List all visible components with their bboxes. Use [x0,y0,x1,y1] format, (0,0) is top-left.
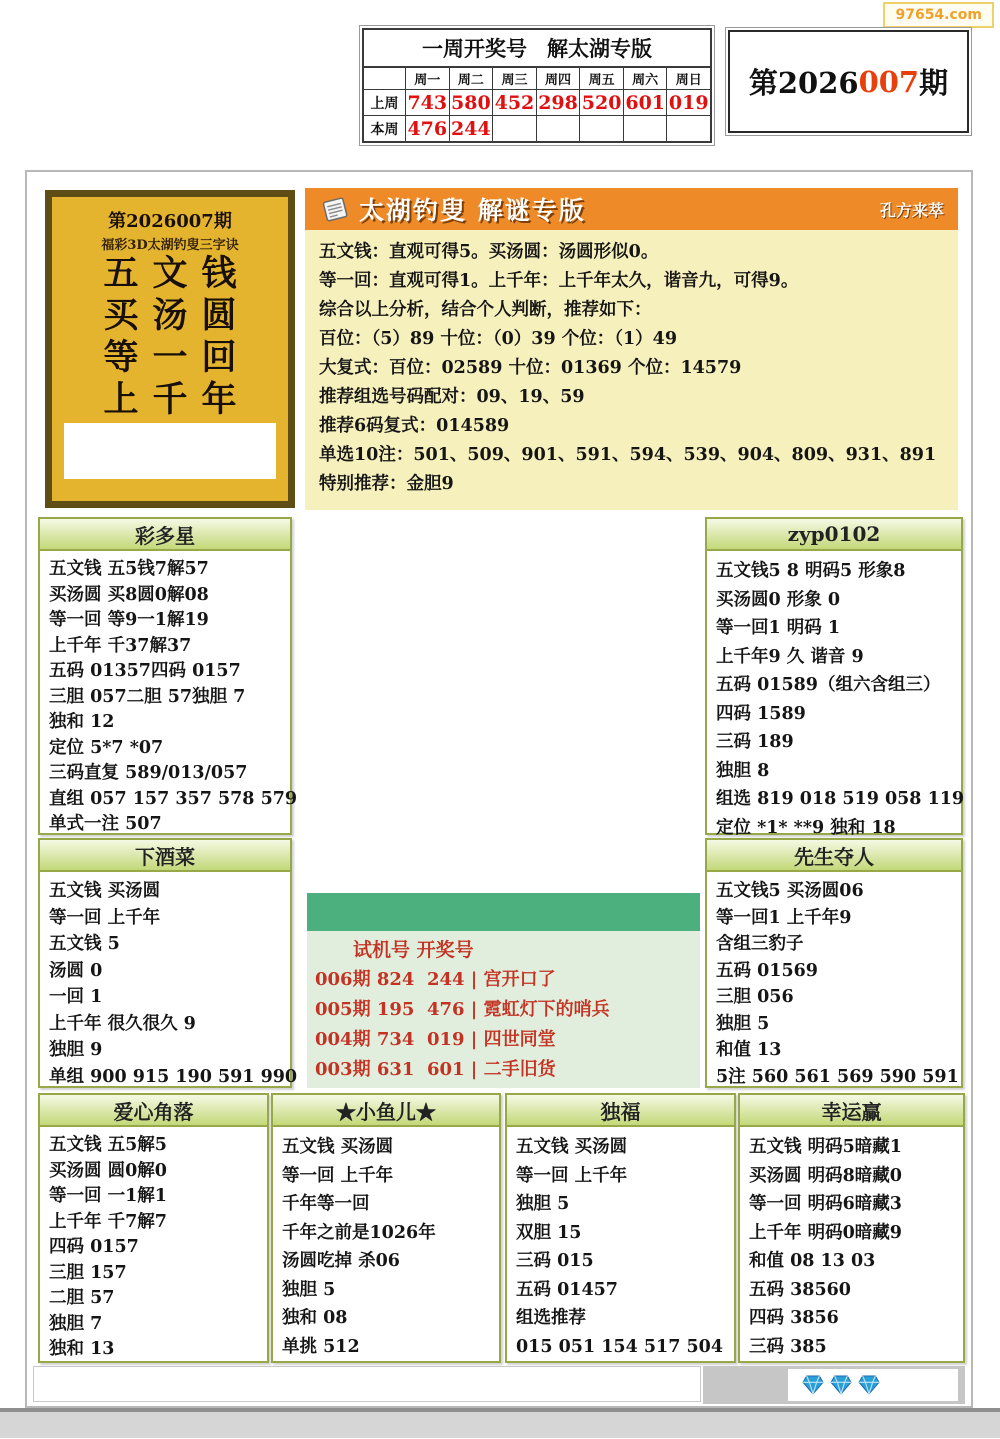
section-body [40,1127,267,1369]
text-line: 五文钱 买汤圆 [516,1137,628,1157]
section-box-aixin [38,1093,269,1363]
gold-poem [52,253,288,421]
taihu-panel [305,188,958,510]
text-line: 五文钱 买汤圆 [282,1137,394,1157]
gold-poster [45,190,295,508]
poem-line: 五文钱 [103,253,251,294]
week-value-cell: 298 [537,90,581,115]
issue-number: 007 [858,64,920,99]
text-line: 大复式：百位：02589 十位：01369 个位：14579 [319,358,742,378]
issue-box [728,30,969,133]
newspaper-icon [319,193,351,225]
diamond-icon [830,1375,852,1395]
text-line: 等一回 上千年 [282,1165,394,1186]
text-line: 特别推荐：金胆9 [319,474,454,494]
week-day-header-row [364,68,710,90]
text-line: 组选推荐 [516,1308,586,1328]
text-line: 五文钱5 8 明码5 形象8 [716,561,906,581]
week-day-cell: 周六 [624,68,668,89]
text-line: 单组 900 915 190 591 990 [49,1066,298,1087]
text-line: 三胆 157 [49,1262,127,1283]
week-title-left: 一周开奖号 [422,36,527,61]
week-title [364,30,710,68]
week-title-right: 解太湖专版 [547,36,652,61]
text-line: 二胆 57 [49,1288,115,1308]
week-value-cell [580,116,624,141]
week-row [364,90,710,116]
section-title: 幸运赢 [740,1095,963,1127]
text-line: 和值 08 13 03 [749,1251,876,1271]
week-corner-cell [364,68,406,89]
text-line: 等一回 上千年 [516,1165,628,1186]
text-line: 四码 3856 [749,1308,839,1328]
text-line: 五文钱5 买汤圆06 [716,881,864,901]
text-line: 五码 01569 [716,960,818,981]
text-line: 百位：（5）89 十位：（0）39 个位：（1）49 [319,329,678,349]
text-line: 推荐6码复式：014589 [319,416,510,436]
week-row-values [406,116,710,141]
text-line: 独和 13 [49,1339,115,1359]
section-body [40,551,298,844]
section-body [740,1127,963,1367]
text-line: 等一回 明码6暗藏3 [749,1194,902,1214]
section-box-xiajiucai [38,838,298,1088]
section-title: 下酒菜 [40,840,290,872]
text-line: 五文钱 五5解5 [49,1135,167,1155]
text-line: 三胆 057二胆 57独胆 7 [49,686,246,707]
text-line: 千年之前是1026年 [282,1222,436,1243]
taihu-author: 孔方来萃 [879,200,944,220]
text-line: 等一回：直观可得1。上千年：上千年太久，谐音九，可得9。 [319,271,799,291]
section-box-dufu [505,1093,736,1363]
poem-line: 买汤圆 [103,295,251,336]
draw-panel-header-bar [307,893,700,931]
text-line: 015 051 154 517 504 [516,1336,724,1357]
issue-suffix: 期 [919,66,949,100]
week-value-cell: 601 [624,90,668,115]
footer-toolbar [703,1366,965,1404]
text-line: 推荐组选号码配对：09、19、59 [319,387,585,407]
text-line: 和值 13 [716,1040,782,1060]
text-line: 千年等一回 [282,1194,370,1214]
section-box-caiduoxing [38,517,298,835]
text-line: 独和 12 [49,712,115,732]
week-value-cell: 580 [450,90,494,115]
text-line: 五文钱 买汤圆 [49,881,161,901]
poem-line: 等一回 [103,337,251,378]
section-box-xiansheng [705,838,963,1088]
text-line: 五文钱 五5钱7解57 [49,559,209,579]
text-line: 四码 1589 [716,703,806,724]
text-line: 五文钱：直观可得5。买汤圆：汤圆形似0。 [319,242,659,262]
text-line: 5注 560 561 569 590 591 [716,1066,959,1087]
text-line: 三码 015 [516,1251,594,1271]
section-body [507,1127,734,1367]
text-line: 独胆 7 [49,1313,103,1334]
text-line: 上千年 很久很久 9 [49,1013,196,1034]
text-line: 三码 189 [716,732,794,752]
section-title: ★小鱼儿★ [273,1095,499,1127]
text-line: 独和 08 [282,1308,348,1328]
text-line: 等一回1 明码 1 [716,618,841,638]
text-line: 买汤圆 买8圆0解08 [49,584,209,605]
week-value-cell [493,116,537,141]
text-line: 综合以上分析，结合个人判断，推荐如下： [319,300,652,320]
section-title: 爱心角落 [40,1095,267,1127]
text-line: 独胆 5 [282,1279,336,1300]
draw-row: 005期 195 476 | 霓虹灯下的哨兵 [315,999,610,1020]
text-line: 四码 0157 [49,1237,139,1257]
week-day-cell: 周二 [450,68,494,89]
text-line: 汤圆 0 [49,960,103,981]
week-row-label: 上周 [364,90,406,115]
text-line: 买汤圆 明码8暗藏0 [749,1165,902,1186]
draw-header: 试机号 开奖号 [353,939,474,961]
section-title: zyp0102 [707,519,961,551]
text-line: 上千年 明码0暗藏9 [749,1222,902,1243]
text-line: 五文钱 5 [49,934,120,954]
text-line: 直组 057 157 357 578 579 [49,788,298,809]
section-body [707,872,961,1096]
week-value-cell: 520 [580,90,624,115]
week-value-cell: 452 [493,90,537,115]
text-line: 买汤圆 圆0解0 [49,1160,167,1181]
footer-input-strip [33,1366,701,1402]
section-body [273,1127,499,1367]
text-line: 等一回 一1解1 [49,1186,167,1206]
draw-row: 004期 734 019 | 四世同堂 [315,1029,556,1050]
section-box-xiaoyuer [271,1093,501,1363]
week-value-cell: 743 [406,90,450,115]
week-value-cell: 019 [668,91,709,114]
text-line: 上千年 千7解7 [49,1211,167,1232]
bottom-strip [0,1408,1000,1438]
draw-panel [307,893,700,1088]
taihu-body [305,230,958,510]
text-line: 五码 38560 [749,1279,851,1300]
text-line: 上千年9 久 谐音 9 [716,646,864,667]
text-line: 单选10注：501、509、901、591、594、539、904、809、931、891 [319,445,937,465]
text-line: 汤圆吃掉 杀06 [282,1251,400,1271]
text-line: 含组三豹子 [716,934,804,954]
diamond-icon [802,1375,824,1395]
footer-icon-tray [788,1369,958,1401]
week-day-cell: 周三 [493,68,537,89]
taihu-header [305,188,958,230]
week-row-label: 本周 [364,116,406,141]
issue-prefix: 第2026 [748,66,859,100]
text-line: 等一回 上千年 [49,907,161,928]
taihu-title: 太湖钓叟 解谜专版 [359,196,586,225]
text-line: 等一回 等9一1解19 [49,610,209,630]
section-box-xingyun [738,1093,965,1363]
text-line: 五码 01357四码 0157 [49,661,241,681]
text-line: 买汤圆0 形象 0 [716,589,841,610]
text-line: 上千年 千37解37 [49,635,192,656]
text-line: 五码 01457 [516,1279,618,1300]
text-line: 三码直复 589/013/057 [49,763,248,783]
text-line: 一回 1 [49,987,103,1007]
week-row [364,116,710,141]
poem-line: 上千年 [103,379,251,420]
gold-issue: 第2026007期 [108,211,232,232]
week-day-headers [406,68,710,89]
gold-subtitle: 福彩3D太湖钓叟三字诀 [101,238,239,253]
week-value-cell: 244 [450,116,494,141]
text-line: 单式一注 507 [49,814,162,834]
section-body [40,872,298,1096]
week-row-values [406,90,710,115]
text-line: 组选 819 018 519 058 119 [716,789,965,809]
text-line: 等一回1 上千年9 [716,907,852,928]
section-box-zyp0102 [705,517,965,838]
text-line: 三胆 056 [716,987,794,1007]
text-line: 五文钱 明码5暗藏1 [749,1137,902,1157]
section-title: 彩多星 [40,519,290,551]
text-line: 三码 385 [749,1336,827,1357]
week-value-cell: 476 [406,116,450,141]
week-value-cell [667,116,710,141]
section-body [707,551,965,848]
text-line: 独胆 9 [49,1040,103,1060]
week-value-cell [624,116,668,141]
site-badge[interactable]: 97654.com [883,2,994,28]
text-line: 定位 *1* **9 独和 18 [716,817,896,838]
draw-rows [315,965,700,1085]
text-line: 单挑 512 [282,1336,360,1357]
week-value-cell [537,116,581,141]
section-title: 先生夺人 [707,840,961,872]
text-line: 独胆 5 [716,1013,770,1034]
diamond-icon [858,1375,880,1395]
text-line: 五码 01589（组六含组三） [716,675,941,695]
draw-row: 003期 631 601 | 二手旧货 [315,1059,556,1080]
week-day-cell: 周四 [537,68,581,89]
draw-panel-body [307,931,700,1088]
text-line: 双胆 15 [516,1222,582,1243]
text-line: 定位 5*7 *07 [49,737,164,758]
week-day-cell: 周日 [675,73,702,88]
section-title: 独福 [507,1095,734,1127]
text-line: 独胆 8 [716,760,770,781]
week-panel [362,28,712,143]
week-day-cell: 周一 [406,68,450,89]
draw-row: 006期 824 244 | 宫开口了 [315,969,556,990]
gold-blank-box [64,423,276,479]
text-line: 独胆 5 [516,1194,570,1214]
week-day-cell: 周五 [580,68,624,89]
week-rows [364,90,710,141]
